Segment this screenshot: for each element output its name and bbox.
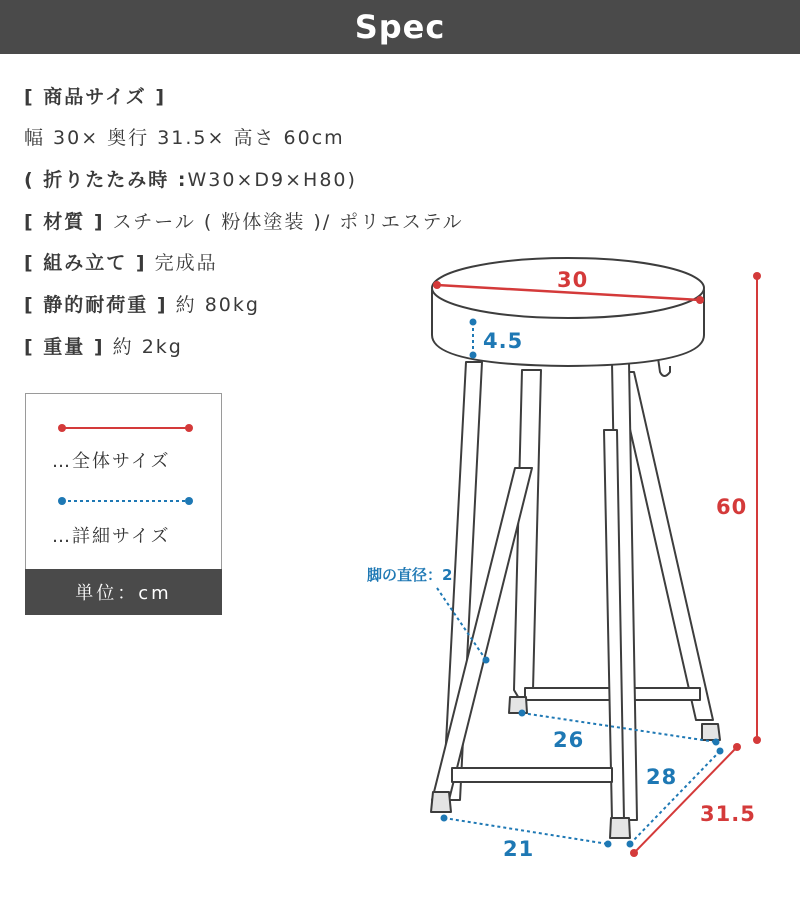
back-width-dot-right	[713, 739, 720, 746]
inner-depth-dot-bottom	[627, 841, 634, 848]
spec-size-value: 幅 30× 奥行 31.5× 高さ 60cm	[24, 127, 345, 149]
seat-thickness-dot-top	[470, 319, 477, 326]
spec-size-label: [ 商品サイズ ]	[24, 86, 167, 108]
depth-dot-top	[733, 743, 741, 751]
depth-label: 31.5	[700, 802, 756, 826]
seat-width-label: 30	[557, 268, 589, 292]
foot-cap-front-left	[431, 792, 451, 812]
seat-thickness-label: 4.5	[483, 329, 524, 353]
seat-width-dot-left	[433, 281, 441, 289]
back-width-dot-left	[519, 710, 526, 717]
page-title: Spec	[354, 8, 446, 46]
depth-line	[634, 747, 737, 853]
spec-load: [ 静的耐荷重 ] 約 80kg	[24, 294, 260, 316]
back-width-label: 26	[553, 728, 585, 752]
rear-leg-left	[514, 370, 541, 700]
seat-width-dot-right	[696, 296, 704, 304]
inner-depth-label: 28	[646, 765, 678, 789]
foot-cap-front-right	[610, 818, 630, 838]
height-label: 60	[716, 495, 748, 519]
legend-detail-label: …詳細サイズ	[52, 526, 171, 547]
inner-depth-dot-top	[717, 748, 724, 755]
legend-overall-label: …全体サイズ	[52, 451, 171, 472]
spec-weight: [ 重量 ] 約 2kg	[24, 336, 183, 358]
height-dot-top	[753, 272, 761, 280]
front-width-label: 21	[503, 837, 535, 861]
spec-material: [ 材質 ] スチール ( 粉体塗装 )/ ポリエステル	[24, 211, 464, 233]
front-crossbar	[452, 768, 612, 782]
depth-dot-bottom	[630, 849, 638, 857]
spec-assembly: [ 組み立て ] 完成品	[24, 252, 218, 274]
spec-folded: ( 折りたたみ時 :W30×D9×H80)	[24, 169, 357, 191]
legend-unit: 単位：cm	[25, 569, 222, 615]
leg-diameter-label: 脚の直径：2	[367, 566, 453, 584]
height-dot-bottom	[753, 736, 761, 744]
front-width-dot-right	[605, 841, 612, 848]
front-width-dot-left	[441, 815, 448, 822]
foot-cap-rear-right	[702, 724, 720, 740]
seat-thickness-dot-bottom	[470, 352, 477, 359]
leg-diameter-dot	[483, 657, 490, 664]
